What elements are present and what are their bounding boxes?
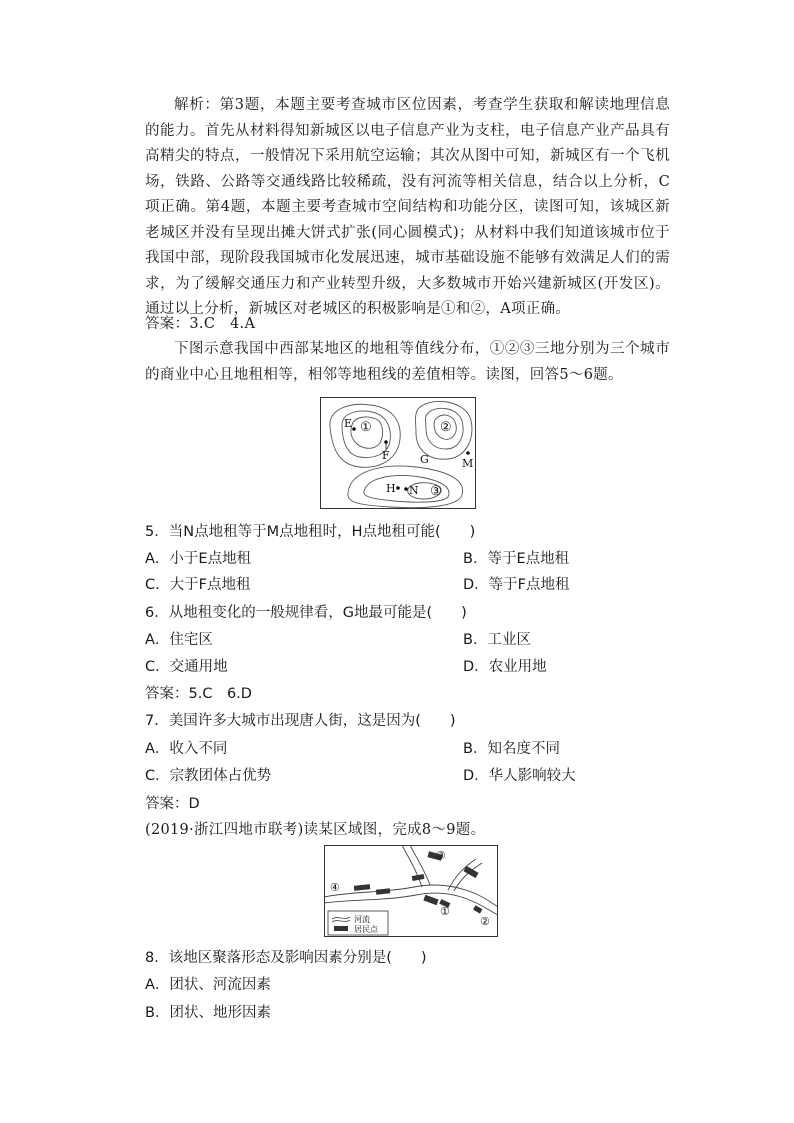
land-rent-contour-map <box>320 397 476 509</box>
map1-label-city2: ② <box>440 420 452 435</box>
map1-label-city1: ① <box>360 420 372 435</box>
map1-label-E: E <box>344 417 353 430</box>
q7-option-c[interactable]: C．宗教团体占优势 <box>145 768 272 784</box>
q8-option-b[interactable]: B．团状、地形因素 <box>145 1005 271 1021</box>
map1-label-city3: ③ <box>430 484 442 499</box>
map1-label-F: F <box>382 449 390 462</box>
map1-label-H: H <box>386 482 396 495</box>
q5-option-a[interactable]: A．小于E点地租 <box>145 551 252 567</box>
map2-legend-settlement: 居民点 <box>354 925 378 934</box>
q5-option-b[interactable]: B．等于E点地租 <box>463 551 570 567</box>
q7-option-d[interactable]: D．华人影响较大 <box>463 768 576 784</box>
answer-7: 答案：D <box>145 796 200 812</box>
map2-label-3: ③ <box>436 849 446 862</box>
answer-3-4: 答案：3.C 4.A <box>145 316 256 332</box>
q5-option-d[interactable]: D．等于F点地租 <box>463 577 570 593</box>
q6-option-b[interactable]: B．工业区 <box>463 632 531 648</box>
map1-label-G: G <box>420 453 429 466</box>
map2-label-1: ① <box>440 905 450 918</box>
q7-option-a[interactable]: A．收入不同 <box>145 741 228 757</box>
q8-option-a[interactable]: A．团状、河流因素 <box>145 977 271 993</box>
map2-legend-river: 河流 <box>354 915 370 924</box>
question-8-stem: 8．该地区聚落形态及影响因素分别是( ) <box>145 950 427 966</box>
intro-8-9: (2019·浙江四地市联考)读某区域图，完成8～9题。 <box>145 822 486 838</box>
q6-option-d[interactable]: D．农业用地 <box>463 659 547 675</box>
answer-5-6: 答案：5.C 6.D <box>145 686 252 702</box>
question-7-stem: 7．美国许多大城市出现唐人街，这是因为( ) <box>145 713 456 729</box>
map2-label-4: ④ <box>330 881 340 894</box>
intro-5-6: 下图示意我国中西部某地区的地租等值线分布，①②③三地分别为三个城市的商业中心且地租相等，相邻等地租线的差值相等。读图，回答5～6题。 <box>145 341 670 383</box>
q5-option-c[interactable]: C．大于F点地租 <box>145 577 251 593</box>
question-5-stem: 5．当N点地租等于M点地租时，H点地租可能( ) <box>145 524 476 540</box>
q6-option-a[interactable]: A．住宅区 <box>145 632 213 648</box>
analysis-paragraph: 解析：第3题，本题主要考查城市区位因素，考查学生获取和解读地理信息的能力。首先从材料得知新城区以电子信息产业为支柱，电子信息产业产品具有高精尖的特点，一般情况下采用航空运输；其次从图中可知，新城区有一个飞机场，铁路、公路等交通线路比较稀疏，没有河流等相关信息，结合以上分析，C项正确。第4题，本题主要考查城市空间结构和功能分区，读图可知，该城区新老城区并没有呈现出摊大饼式扩张(同心圆模式)；从材料中我们知道该城市位于我国中部，现阶段我国城市化发展迅速，城市基础设施不能够有效满足人们的需求，为了缓解交通压力和产业转型升级，大多数城市开始兴建新城区(开发区)。通过以上分析，新城区对老城区的积极影响是①和②，A项正确。 <box>145 97 670 317</box>
question-6-stem: 6．从地租变化的一般规律看，G地最可能是( ) <box>145 605 467 621</box>
map1-label-M: M <box>462 457 474 470</box>
map2-label-2: ② <box>480 915 490 928</box>
map1-label-N: N <box>409 484 419 497</box>
q7-option-b[interactable]: B．知名度不同 <box>463 741 560 757</box>
settlement-river-map <box>324 845 498 937</box>
q6-option-c[interactable]: C．交通用地 <box>145 659 228 675</box>
